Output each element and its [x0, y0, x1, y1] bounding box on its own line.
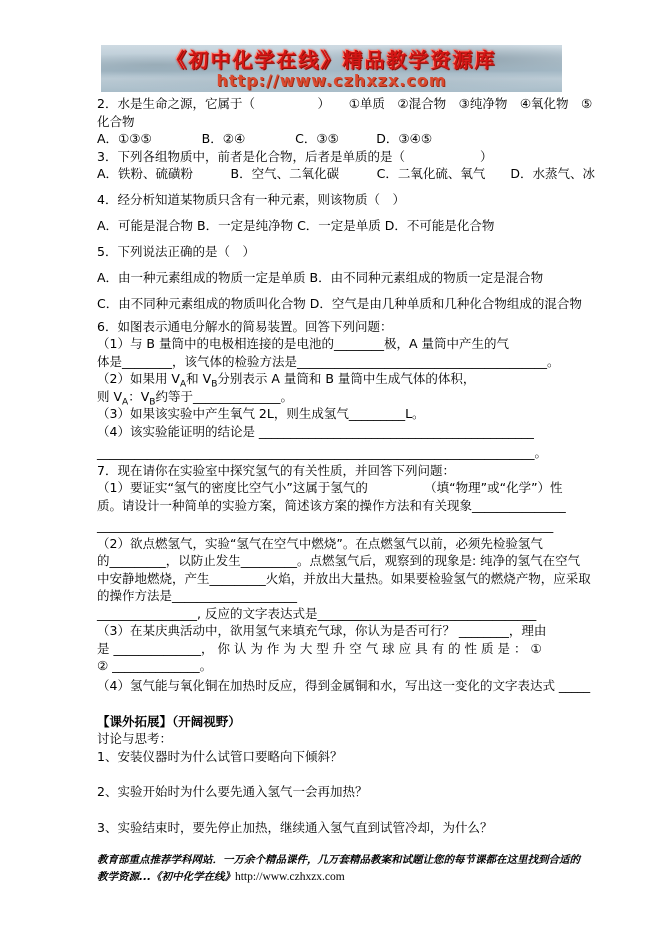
question-6-sub4-line2: ______________________________________________________________________。 [97, 445, 548, 460]
question-6-sub4-line1: （4）该实验能证明的结论是 ____________________________________________ [97, 423, 534, 439]
question-7-sub3-line2: 是 ______________， 你 认 为 作 为 大 型 升 空 气 球 应 具 有 的 性 质 是 ： ① [97, 640, 542, 656]
discussion-question-1: 1、安装仪器时为什么试管口要略向下倾斜？ [97, 748, 343, 764]
question-7: 7．现在请你在实验室中探究氢气的有关性质，并回答下列问题： [97, 462, 455, 478]
question-5: 5．下列说法正确的是（ ） [97, 244, 255, 259]
q6-2a-part1: （2）如果用 V [97, 371, 180, 386]
question-6-sub2-line2 [97, 388, 564, 406]
footer-line1: 教育部重点推荐学科网站．一万余个精品课件，几万套精品教案和试题让您的每节课都在这里找到合适的 [97, 854, 580, 866]
question-6: 6．如图表示通电分解水的简易装置。回答下列问题： [97, 318, 393, 334]
footer-line2-text: 教学资源...《初中化学在线》 [97, 871, 235, 883]
question-3: 3．下列各组物质中，前者是化合物，后者是单质的是（ ） [97, 148, 493, 164]
q6-2a-part3: 分别表示 A 量筒和 B 量筒中生成气体的体积， [217, 371, 476, 386]
banner-title: 《初中化学在线》精品教学资源库 [166, 47, 497, 72]
discussion-question-2: 2、实验开始时为什么要先通入氢气一会再加热？ [97, 784, 368, 799]
question-7-sub2-line5: ________________, 反应的文字表达式是___________________________________ [97, 605, 537, 621]
question-2-line2: 化合物 [97, 113, 135, 129]
question-3-options: A．铁粉、硫磺粉 B．空气、二氧化碳 C．二氧化硫、氧气 D．水蒸气、冰 [97, 166, 595, 181]
question-7-sub3-line1: （3）在某庆典活动中，欲用氢气来填充气球，你认为是否可行？ ________，理由 [97, 623, 547, 638]
question-6-sub1-line2: 体是________，该气体的检验方法是________________________________________。 [97, 353, 560, 369]
discussion-question-3: 3、实验结束时，要先停止加热，继续通入氢气直到试管冷却，为什么？ [97, 819, 493, 835]
question-7-sub1-line1: （1）要证实“氢气的密度比空气小”这属于氢气的 （填“物理”或“化学”）性 [97, 480, 563, 495]
q6-2b-part1: 则 V [97, 388, 123, 404]
question-6-sub3: （3）如果该实验中产生氧气 2L，则生成氢气_________L。 [97, 406, 425, 421]
question-2-options: A．①③⑤ B．②④ C．③⑤ D．③④⑤ [97, 131, 433, 146]
question-7-sub2-line2: 的_________，以防止发生_________。点燃氢气后，观察到的现象是: 纯净的氢气在空气 [97, 553, 581, 568]
question-5-options-cd: C．由不同种元素组成的物质叫化合物 D．空气是由几种单质和几种化合物组成的混合物 [97, 296, 582, 311]
q6-2b-part2: ：V [128, 388, 150, 404]
q6-2b-subscript-a: A [122, 397, 129, 407]
q6-2b-subscript-b: B [149, 397, 156, 407]
question-6-sub1-line1: （1）与 B 量筒中的电极相连接的是电池的________极，A 量筒中产生的气 [97, 336, 510, 351]
question-7-sub2-line3: 中安静地燃烧，产生_________火焰，并放出大量热。如果要检验氢气的燃烧产物，应采取 [97, 570, 591, 586]
q6-2b-part3: 约等于______________。 [155, 388, 293, 404]
extension-heading: 【课外拓展】（开阔视野） [97, 713, 241, 729]
question-6-sub2-line1 [97, 370, 564, 388]
q6-2a-subscript-b: B [211, 379, 218, 390]
question-7-sub1-line3: _________________________________________________________________________ [97, 518, 554, 533]
q6-2a-part2: 和 V [186, 371, 212, 386]
question-7-sub2-line4: 的操作方法是____________________ [97, 588, 298, 603]
question-7-sub4: （4）氢气能与氧化铜在加热时反应，得到金属铜和水，写出这一变化的文字表达式 _____ [97, 678, 591, 693]
footer-line2 [97, 869, 564, 886]
question-7-sub3-line3: ② ______________。 [97, 658, 213, 673]
page-footer [97, 852, 580, 886]
q6-2a-subscript-a: A [179, 379, 187, 390]
site-banner [101, 45, 562, 92]
question-2-line1: 2．水是生命之源，它属于（ ） ①单质 ②混合物 ③纯净物 ④氧化物 ⑤ [97, 96, 593, 111]
question-4-options: A．可能是混合物 B．一定是纯净物 C．一定是单质 D．不可能是化合物 [97, 218, 495, 233]
footer-url: http://www.czhxzx.com [234, 871, 345, 883]
question-5-options-ab: A．由一种元素组成的物质一定是单质 B．由不同种元素组成的物质一定是混合物 [97, 270, 544, 285]
question-7-sub2-line1: （2）欲点燃氢气，实验“氢气在空气中燃烧”。在点燃氢气以前，必须先检验氢气 [97, 535, 543, 551]
discussion-label: 讨论与思考： [97, 731, 173, 746]
worksheet-content [97, 95, 595, 886]
banner-url: http://www.czhxzx.com [216, 70, 447, 90]
question-7-sub1-line2: 质。请设计一种简单的实验方案，简述该方案的操作方法和有关现象_______________ [97, 497, 566, 513]
question-4: 4．经分析知道某物质只含有一种元素，则该物质（ ） [97, 192, 405, 207]
